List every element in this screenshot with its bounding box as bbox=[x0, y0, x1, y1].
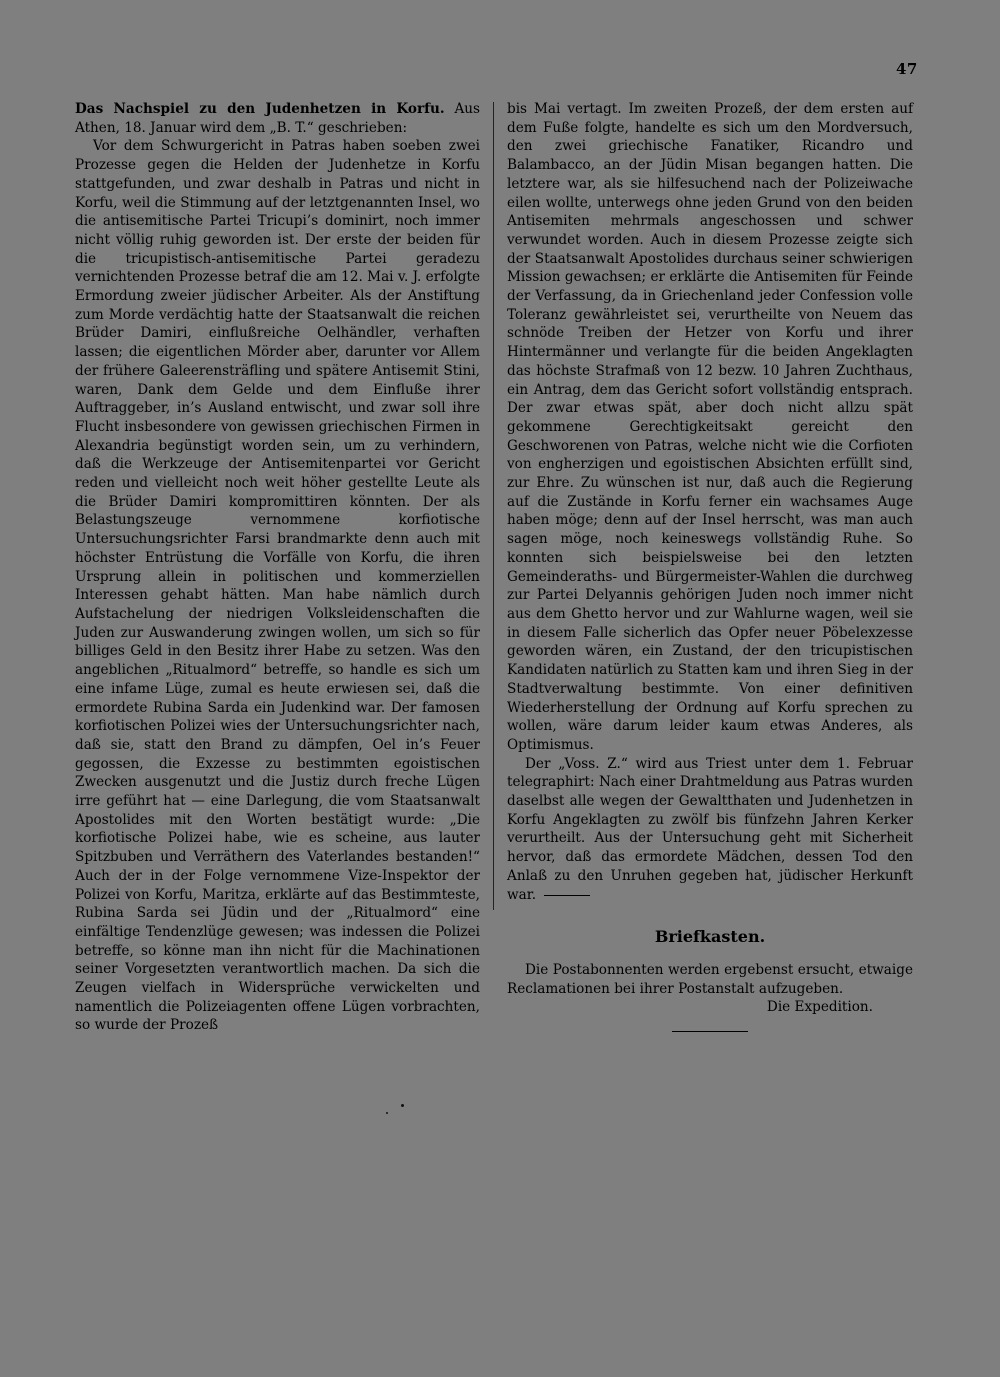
end-dash bbox=[544, 895, 590, 896]
page-number: 47 bbox=[896, 60, 918, 78]
print-speck bbox=[401, 1104, 404, 1107]
article-body-paragraph: Vor dem Schwurgericht in Patras haben soeben zwei Prozesse gegen die Helden der Judenhetze in Korfu stattgefunden, und zwar deshalb in Patras und nicht in Korfu, weil die Stimmung auf der letztgenannten Insel, wo die antisemitische Partei Tricupi’s dominirt, noch immer nicht völlig ruhig geworden ist. Der erste der beiden für die tricupistisch-antisemitische Partei geradezu vernichtenden Prozesse betraf die am 12. Mai v. J. erfolgte Ermordung zweier jüdischer Arbeiter. Als der Anstiftung zum Morde verdächtig hatte der Staatsanwalt die reichen Brüder Damiri, einflußreiche Oelhändler, verhaften lassen; die eigentlichen Mörder aber, darunter vor Allem der frühere Galeerensträfling und spätere Antisemit Stini, waren, Dank dem Gelde und dem Einfluße ihrer Auftraggeber, in’s Ausland entwischt, und zwar soll ihre Flucht insbesondere von gewissen griechischen Firmen in Alexandria begünstigt worden sein, um zu verhindern, daß die Werkzeuge der Antisemitenpartei vor Gericht reden und vielleicht noch weit höher gestellte Leute als die Brüder Damiri kompromittiren könnten. Der als Belastungszeuge vernommene korfiotische Untersuchungsrichter Farsi brandmarkte denn auch mit höchster Entrüstung die Vorfälle von Korfu, die ihren Ursprung allein in politischen und kommerziellen Interessen gehabt hätten. Man habe nämlich durch Aufstachelung der niedrigen Volksleidenschaften die Juden zur Auswanderung zwingen wollen, um sich so für billiges Geld in den Besitz ihrer Habe zu setzen. Was den angeblichen „Ritualmord“ betreffe, so handle es sich um eine infame Lüge, zumal es heute erwiesen sei, daß die ermordete Rubina Sarda ein Judenkind war. Der famosen korfiotischen Polizei wies der Untersuchungsrichter nach, daß sie, statt den Brand zu dämpfen, Oel in’s Feuer gegossen, die Exzesse zu bestimmten egoistischen Zwecken ausgenutzt und die Justiz durch freche Lügen irre geführt hat — eine Darlegung, die vom Staatsanwalt Apostolides mit den Worten bestätigt wurde: „Die korfiotische Polizei habe, wie es scheine, aus lauter Spitzbuben und Verräthern des Vaterlandes bestanden!“ Auch der in der Folge vernommene Vize-Inspektor der Polizei von Korfu, Maritza, erklärte auf das Bestimmteste, Rubina Sarda sei Jüdin und der „Ritualmord“ eine einfältige Tendenzlüge gewesen; was indessen die Polizei betreffe, so könne man ihn nicht für die Machinationen seiner Vorgesetzten verantwortlich machen. Da sich die Zeugen vielfach in Widersprüche verwickelten und namentlich die Polizeiagenten offene Lügen vorbrachten, so wurde der Prozeß bbox=[75, 138, 480, 1034]
left-column bbox=[75, 100, 480, 1035]
article-continuation-paragraph: bis Mai vertagt. Im zweiten Prozeß, der dem ersten auf dem Fuße folgte, handelte es sich um den Mordversuch, den zwei griechische Fanatiker, Ricandro und Balambacco, an der Jüdin Misan begangen hatten. Die letztere war, als sie hilfesuchend nach der Polizeiwache eilen wollte, unterwegs ohne jeden Grund von den beiden Antisemiten mehrmals angeschossen und schwer verwundet worden. Auch in diesem Prozesse zeigte sich der Staatsanwalt Apostolides durchaus seiner schwierigen Mission gewachsen; er erklärte die Antisemiten für Feinde der Verfassung, da in Griechenland jeder Confession volle Toleranz gewährleistet sei, verurtheilte von Neuem das schnöde Treiben der Hetzer von Korfu und ihrer Hintermänner und verlangte für die beiden Angeklagten das höchste Strafmaß von 12 bezw. 10 Jahren Zuchthaus, ein Antrag, dem das Gericht sofort vollständig entsprach. Der zwar etwas spät, aber doch nicht allzu spät gekommene Gerechtigkeitsakt gereicht den Geschworenen von Patras, welche nicht wie die Corfioten von engherzigen und egoistischen Absichten erfüllt sind, zur Ehre. Zu wünschen ist nur, daß auch die Regierung auf die Zustände in Korfu ferner ein wachsames Auge haben möge; denn auf der Insel herrscht, was man auch sagen möge, noch keineswegs vollständig Ruhe. So konnten sich beispielsweise bei den letzten Gemeinderaths- und Bürgermeister-Wahlen die durchweg zur Partei Delyannis gehörigen Juden noch immer nicht aus dem Ghetto hervor und zur Wahlurne wagen, weil sie in diesem Falle sicherlich das Opfer neuer Pöbelexzesse geworden wären, ein Zustand, der den tricupistischen Kandidaten natürlich zu Statten kam und ihren Sieg in der Stadtverwaltung bestimmte. Von einer definitiven Wiederherstellung der Ordnung auf Korfu sprechen zu wollen, wäre darum leider kaum etwas Anderes, als Optimismus. bbox=[507, 101, 913, 753]
right-column bbox=[507, 100, 913, 1032]
print-speck bbox=[386, 1112, 388, 1114]
telegram-paragraph bbox=[507, 755, 913, 905]
article-lead bbox=[75, 100, 480, 137]
telegram-text: Der „Voss. Z.“ wird aus Triest unter dem 1. Februar telegraphirt: Nach einer Drahtmeldung aus Patras wurden daselbst alle wegen der Gewaltthaten und Judenhetzen in Korfu Angeklagten zu zwölf bis fünfzehn Jahren Kerker verurtheilt. Aus der Untersuchung geht mit Sicherheit hervor, daß das ermordete Mädchen, dessen Tod den Anlaß zu den Unruhen gegeben hat, jüdischer Herkunft war. bbox=[507, 755, 913, 903]
end-rule bbox=[672, 1031, 748, 1032]
briefkasten-text: Die Postabonnenten werden ergebenst ersucht, etwaige Reclamationen bei ihrer Postanstalt aufzugeben. bbox=[507, 961, 913, 997]
column-divider bbox=[493, 102, 494, 910]
briefkasten-signature: Die Expedition. bbox=[766, 999, 873, 1016]
article-dateline: Aus Athen, 18. Januar wird dem „B. T.“ geschrieben: bbox=[75, 101, 480, 136]
article-heading: Das Nachspiel zu den Judenhetzen in Korfu. bbox=[75, 101, 445, 117]
briefkasten-title: Briefkasten. bbox=[654, 927, 766, 947]
